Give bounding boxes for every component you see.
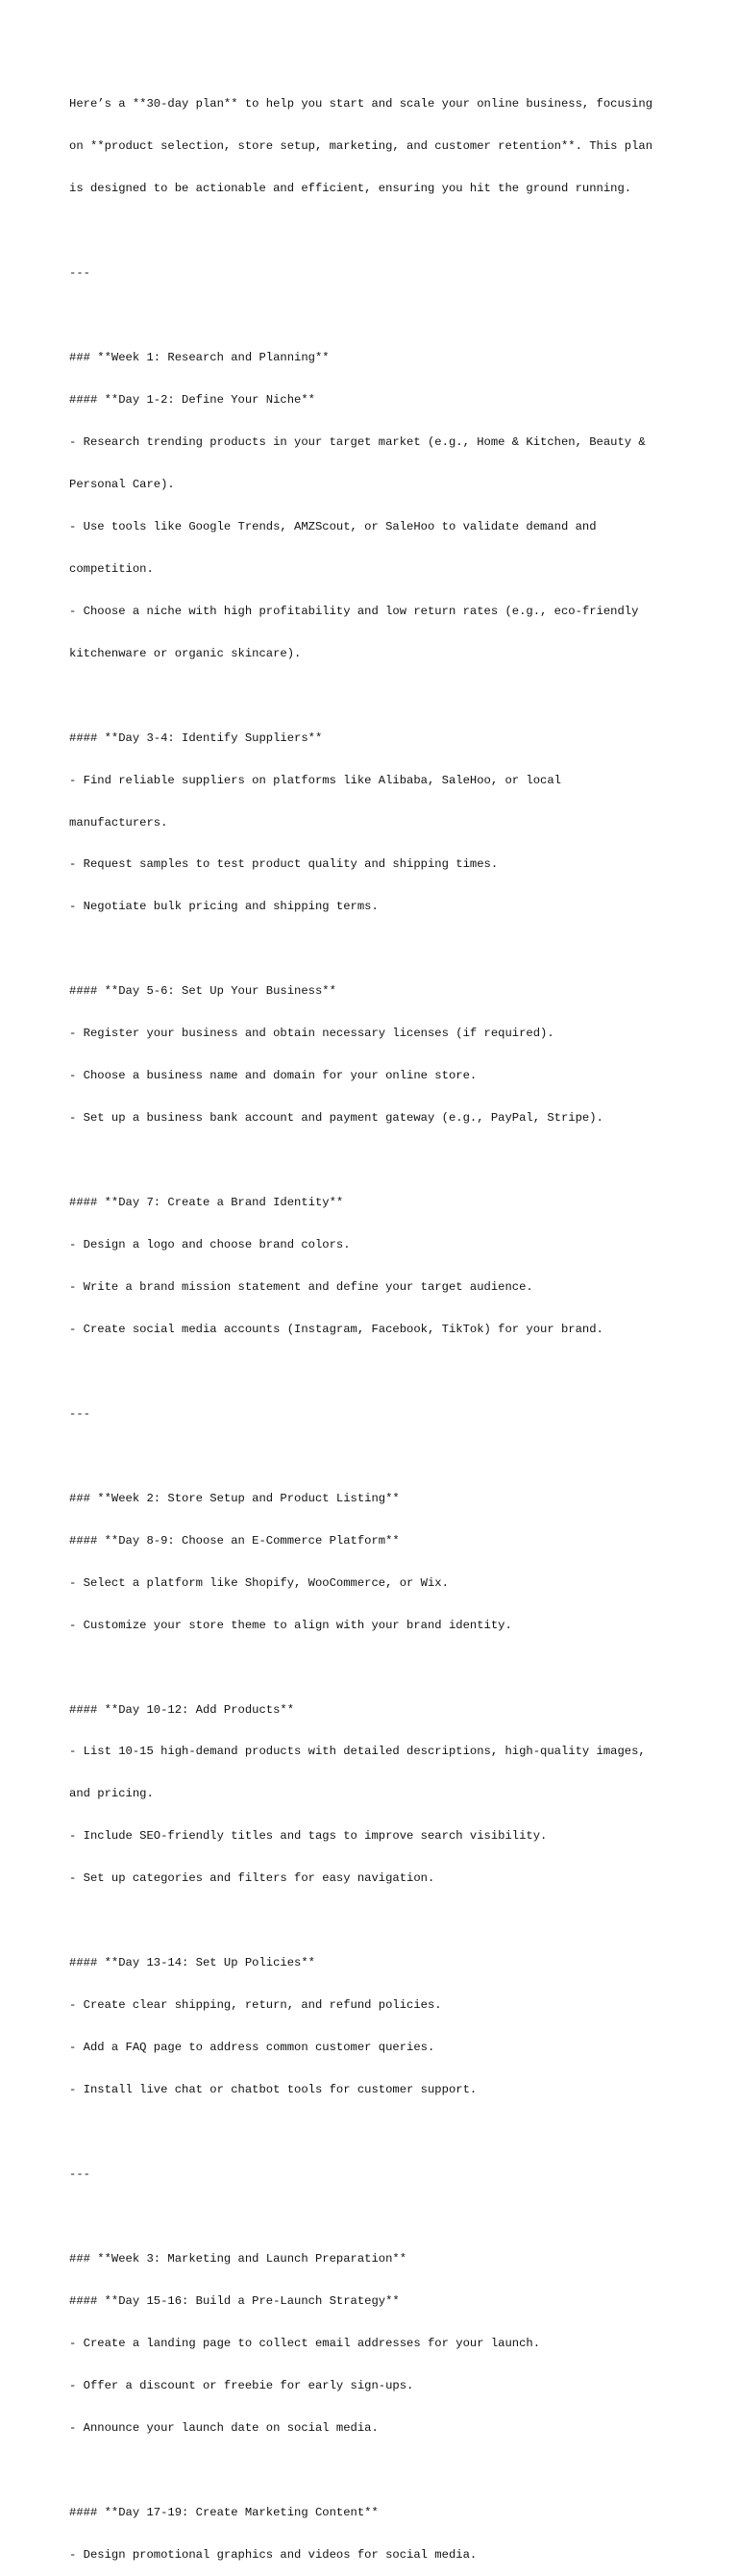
blank-line	[69, 2210, 684, 2224]
intro-line-3: is designed to be actionable and efficient, ensuring you hit the ground running.	[69, 182, 632, 196]
list-item: - Offer a discount or freebie for early sign-ups.	[69, 2378, 414, 2392]
list-item: - Create clear shipping, return, and refund policies.	[69, 1998, 442, 2013]
day-1-2-heading: #### **Day 1-2: Define Your Niche**	[69, 392, 315, 407]
list-item: - Design promotional graphics and videos for social media.	[69, 2547, 478, 2562]
blank-line	[69, 1449, 684, 1464]
list-item: - Select a platform like Shopify, WooCommerce, or Wix.	[69, 1575, 449, 1590]
week-1-heading: ### **Week 1: Research and Planning**	[69, 351, 330, 365]
blank-line	[69, 2125, 684, 2140]
day-5-6-heading: #### **Day 5-6: Set Up Your Business**	[69, 984, 336, 999]
list-item: - Find reliable suppliers on platforms like Alibaba, SaleHoo, or local	[69, 773, 561, 787]
list-item: - Negotiate bulk pricing and shipping terms.	[69, 900, 379, 914]
list-item: - Create a landing page to collect email addresses for your launch.	[69, 2336, 541, 2350]
intro-line-2: on **product selection, store setup, marketing, and customer retention**. This plan	[69, 139, 653, 154]
list-item: - Add a FAQ page to address common customer queries.	[69, 2041, 435, 2055]
list-item: - Set up a business bank account and payment gateway (e.g., PayPal, Stripe).	[69, 1111, 603, 1126]
list-item: - Choose a business name and domain for your online store.	[69, 1069, 478, 1083]
list-item: - Write a brand mission statement and define your target audience.	[69, 1280, 533, 1294]
week-2-heading: ### **Week 2: Store Setup and Product Listing**	[69, 1491, 400, 1505]
blank-line	[69, 1914, 684, 1928]
intro-line-1: Here’s a **30-day plan** to help you start and scale your online business, focusing	[69, 97, 653, 111]
list-item: - Announce your launch date on social media.	[69, 2420, 379, 2435]
day-15-16-heading: #### **Day 15-16: Build a Pre-Launch Strategy**	[69, 2293, 400, 2308]
list-item-continuation: Personal Care).	[69, 477, 175, 491]
list-item: - Request samples to test product quality and shipping times.	[69, 857, 499, 872]
list-item: - Use tools like Google Trends, AMZScout, or SaleHoo to validate demand and	[69, 519, 597, 533]
blank-line	[69, 1661, 684, 1675]
day-10-12-heading: #### **Day 10-12: Add Products**	[69, 1702, 295, 1717]
divider: ---	[69, 2167, 90, 2182]
list-item-continuation: and pricing.	[69, 1787, 154, 1801]
list-item-continuation: manufacturers.	[69, 815, 168, 830]
week-3-heading: ### **Week 3: Marketing and Launch Preparation**	[69, 2251, 407, 2266]
day-3-4-heading: #### **Day 3-4: Identify Suppliers**	[69, 731, 323, 745]
list-item: - List 10-15 high-demand products with detailed descriptions, high-quality images,	[69, 1745, 646, 1759]
list-item: - Design a logo and choose brand colors.	[69, 1238, 351, 1252]
document-page	[69, 69, 684, 2576]
list-item: - Register your business and obtain necessary licenses (if required).	[69, 1027, 554, 1041]
blank-line	[69, 309, 684, 323]
blank-line	[69, 689, 684, 704]
list-item: - Set up categories and filters for easy navigation.	[69, 1871, 435, 1886]
list-item: - Research trending products in your target market (e.g., Home & Kitchen, Beauty &	[69, 434, 646, 449]
blank-line	[69, 942, 684, 956]
day-7-heading: #### **Day 7: Create a Brand Identity**	[69, 1196, 344, 1210]
day-8-9-heading: #### **Day 8-9: Choose an E-Commerce Platform**	[69, 1533, 400, 1548]
list-item-continuation: competition.	[69, 561, 154, 576]
blank-line	[69, 2464, 684, 2478]
divider: ---	[69, 1406, 90, 1421]
list-item-continuation: kitchenware or organic skincare).	[69, 646, 302, 660]
list-item: - Include SEO-friendly titles and tags to improve search visibility.	[69, 1829, 548, 1844]
day-17-19-heading: #### **Day 17-19: Create Marketing Content**	[69, 2505, 379, 2519]
divider: ---	[69, 266, 90, 281]
blank-line	[69, 1153, 684, 1168]
list-item: - Install live chat or chatbot tools for customer support.	[69, 2083, 478, 2097]
blank-line	[69, 1365, 684, 1379]
blank-line	[69, 224, 684, 238]
list-item: - Choose a niche with high profitability and low return rates (e.g., eco-friendly	[69, 604, 639, 618]
list-item: - Create social media accounts (Instagram, Facebook, TikTok) for your brand.	[69, 1322, 603, 1336]
list-item: - Customize your store theme to align with your brand identity.	[69, 1618, 512, 1632]
day-13-14-heading: #### **Day 13-14: Set Up Policies**	[69, 1956, 315, 1970]
